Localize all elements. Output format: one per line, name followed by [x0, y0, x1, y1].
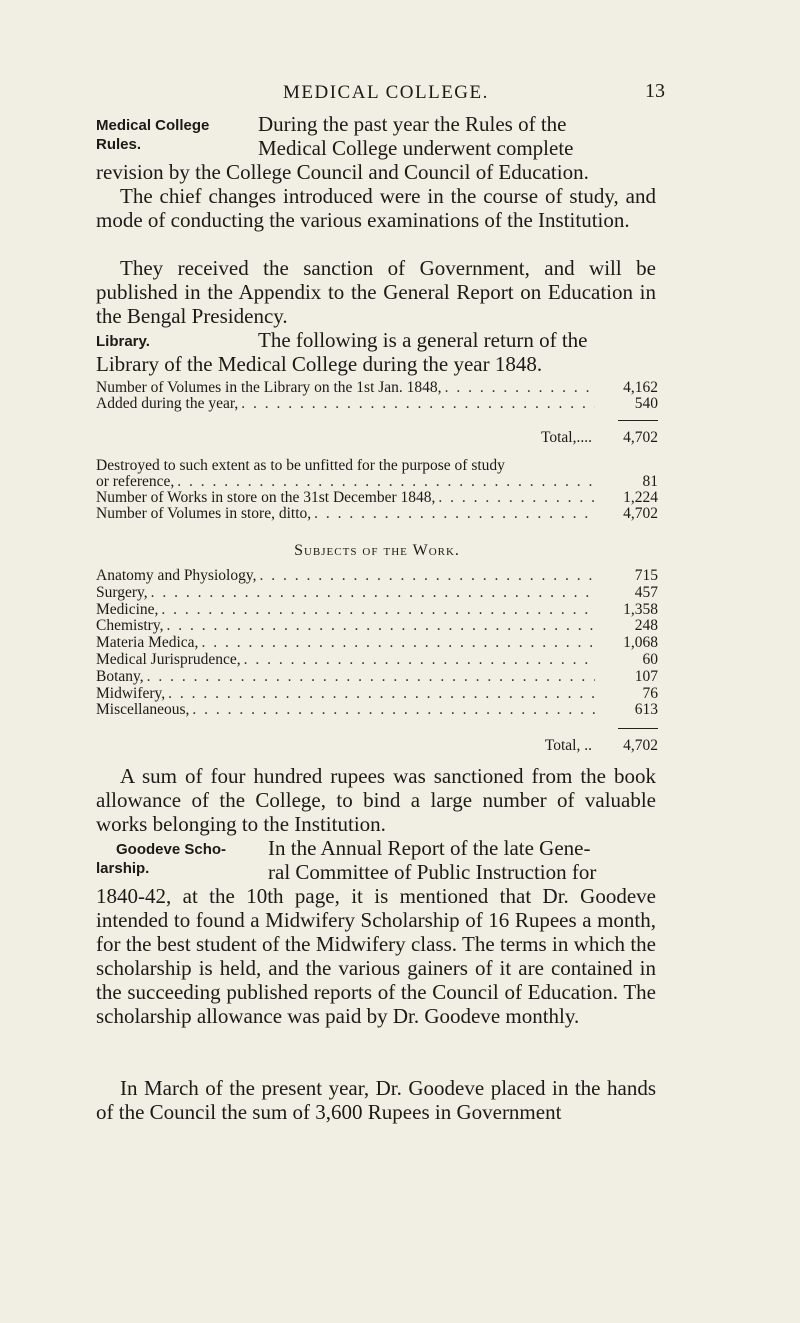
- goodeve-opening-lines: [268, 836, 658, 884]
- row-value: 4,702: [623, 505, 658, 522]
- inventory-table: [96, 458, 658, 522]
- subject-row: [96, 585, 658, 602]
- leader-dots: [192, 702, 595, 719]
- destroyed-row: [96, 474, 658, 490]
- rules-line: Medical College underwent complete: [258, 136, 574, 160]
- row-label: Number of Works in store on the 31st December 1848,: [96, 489, 436, 506]
- volumes-store-row: [96, 506, 658, 522]
- leader-dots: [259, 568, 595, 585]
- total-label: Total, ..: [544, 737, 592, 754]
- leader-dots: [438, 490, 595, 506]
- goodeve-line: ral Committee of Public Instruction for: [268, 860, 597, 884]
- subjects-table: [96, 568, 658, 719]
- sidenote-line: larship.: [96, 860, 150, 877]
- row-value: 60: [642, 650, 658, 668]
- subject-row: [96, 618, 658, 635]
- destroyed-line1: Destroyed to such extent as to be unfitted for the purpose of study: [96, 457, 505, 474]
- volumes-row: [96, 396, 658, 412]
- volumes-row: [96, 380, 658, 396]
- total-value: 4,702: [623, 737, 658, 754]
- row-label: Medicine,: [96, 600, 159, 618]
- works-row: [96, 490, 658, 506]
- row-value: 107: [634, 667, 658, 685]
- leader-dots: [161, 602, 595, 619]
- rules-opening-lines: [258, 112, 658, 160]
- row-label: Medical Jurisprudence,: [96, 650, 241, 668]
- subject-row: [96, 635, 658, 652]
- subjects-heading: Subjects of the Work.: [294, 542, 460, 559]
- goodeve-paragraph-rest: 1840-42, at the 10th page, it is mentioned that Dr. Goodeve intended to found a Midwifery Scholarship of 16 Rupees a month, for the best student of the Midwifery class. The terms in which the scholarship is held, and the various gainers of it are contained in the succeeding published reports of the Council of Education. The scholarship allowance was paid by Dr. Goodeve monthly.: [96, 884, 656, 1028]
- library-intro-line1: The following is a general return of the: [258, 328, 588, 352]
- row-label: Midwifery,: [96, 684, 166, 702]
- allowance-paragraph: A sum of four hundred rupees was sanctioned from the book allowance of the College, to bind a large number of valuable works belonging to the Institution.: [96, 764, 656, 836]
- goodeve-line: In the Annual Report of the late Gene-: [268, 836, 591, 860]
- leader-dots: [168, 686, 595, 703]
- sidenote-goodeve: [96, 840, 227, 878]
- subjects-total: [545, 738, 658, 754]
- leader-dots: [201, 635, 595, 652]
- row-label: or reference,: [96, 473, 175, 490]
- leader-dots: [445, 380, 595, 396]
- row-value: 613: [634, 701, 658, 719]
- sidenote-library: Library.: [96, 333, 150, 350]
- library-intro-rest: Library of the Medical College during the year 1848.: [96, 352, 543, 376]
- row-value: 248: [634, 617, 658, 635]
- row-value: 1,068: [623, 634, 658, 652]
- rules-paragraph-3: They received the sanction of Government, and will be published in the Appendix to the General Report on Education in the Bengal Presidency.: [96, 256, 656, 328]
- sidenote-line: Rules.: [96, 136, 142, 153]
- subject-row: [96, 652, 658, 669]
- row-label: Botany,: [96, 667, 144, 685]
- row-value: 81: [642, 473, 658, 490]
- volumes-total: [541, 430, 658, 446]
- leader-dots: [151, 585, 595, 602]
- volumes-total-block: [96, 420, 658, 446]
- row-label: Added during the year,: [96, 395, 239, 412]
- row-value: 4,162: [623, 379, 658, 396]
- leader-dots: [147, 669, 595, 686]
- row-label: Surgery,: [96, 583, 148, 601]
- volumes-table: [96, 380, 658, 412]
- total-label: Total,....: [540, 429, 592, 446]
- leader-dots: [166, 618, 595, 635]
- leader-dots: [241, 396, 595, 412]
- leader-dots: [314, 506, 595, 522]
- rules-line: During the past year the Rules of the: [258, 112, 567, 136]
- sidenote-rules: [96, 116, 209, 154]
- leader-dots: [177, 474, 595, 490]
- row-value: 457: [634, 583, 658, 601]
- running-head: MEDICAL COLLEGE.: [283, 82, 489, 103]
- row-label: Miscellaneous,: [96, 701, 190, 719]
- subject-row: [96, 602, 658, 619]
- rules-paragraph-1-rest: revision by the College Council and Council of Education.: [96, 160, 589, 184]
- row-value: 540: [634, 395, 658, 412]
- row-label: Number of Volumes in the Library on the 1st Jan. 1848,: [96, 379, 442, 396]
- leader-dots: [244, 652, 595, 669]
- sum-rule: [618, 728, 658, 729]
- row-label: Materia Medica,: [96, 634, 199, 652]
- subject-row: [96, 686, 658, 703]
- sum-rule: [618, 420, 658, 421]
- subject-row: [96, 702, 658, 719]
- sidenote-line: Medical College: [96, 117, 210, 134]
- rules-paragraph-2: The chief changes introduced were in the course of study, and mode of conducting the various examinations of the Institution.: [96, 184, 656, 232]
- row-value: 76: [642, 684, 658, 702]
- page-number: 13: [645, 80, 665, 102]
- sidenote-line: Goodeve Scho-: [116, 841, 227, 858]
- total-value: 4,702: [623, 429, 658, 446]
- row-value: 715: [634, 567, 658, 584]
- row-label: Number of Volumes in store, ditto,: [96, 505, 312, 522]
- row-label: Anatomy and Physiology,: [96, 567, 257, 584]
- row-label: Chemistry,: [96, 617, 164, 635]
- row-value: 1,358: [623, 600, 658, 618]
- goodeve-last-paragraph: In March of the present year, Dr. Goodeve placed in the hands of the Council the sum of 3,600 Rupees in Government: [96, 1076, 656, 1124]
- subject-row: [96, 669, 658, 686]
- subject-row: [96, 568, 658, 585]
- subjects-total-block: [96, 728, 658, 754]
- subjects-heading-wrap: [96, 543, 658, 563]
- row-value: 1,224: [623, 489, 658, 506]
